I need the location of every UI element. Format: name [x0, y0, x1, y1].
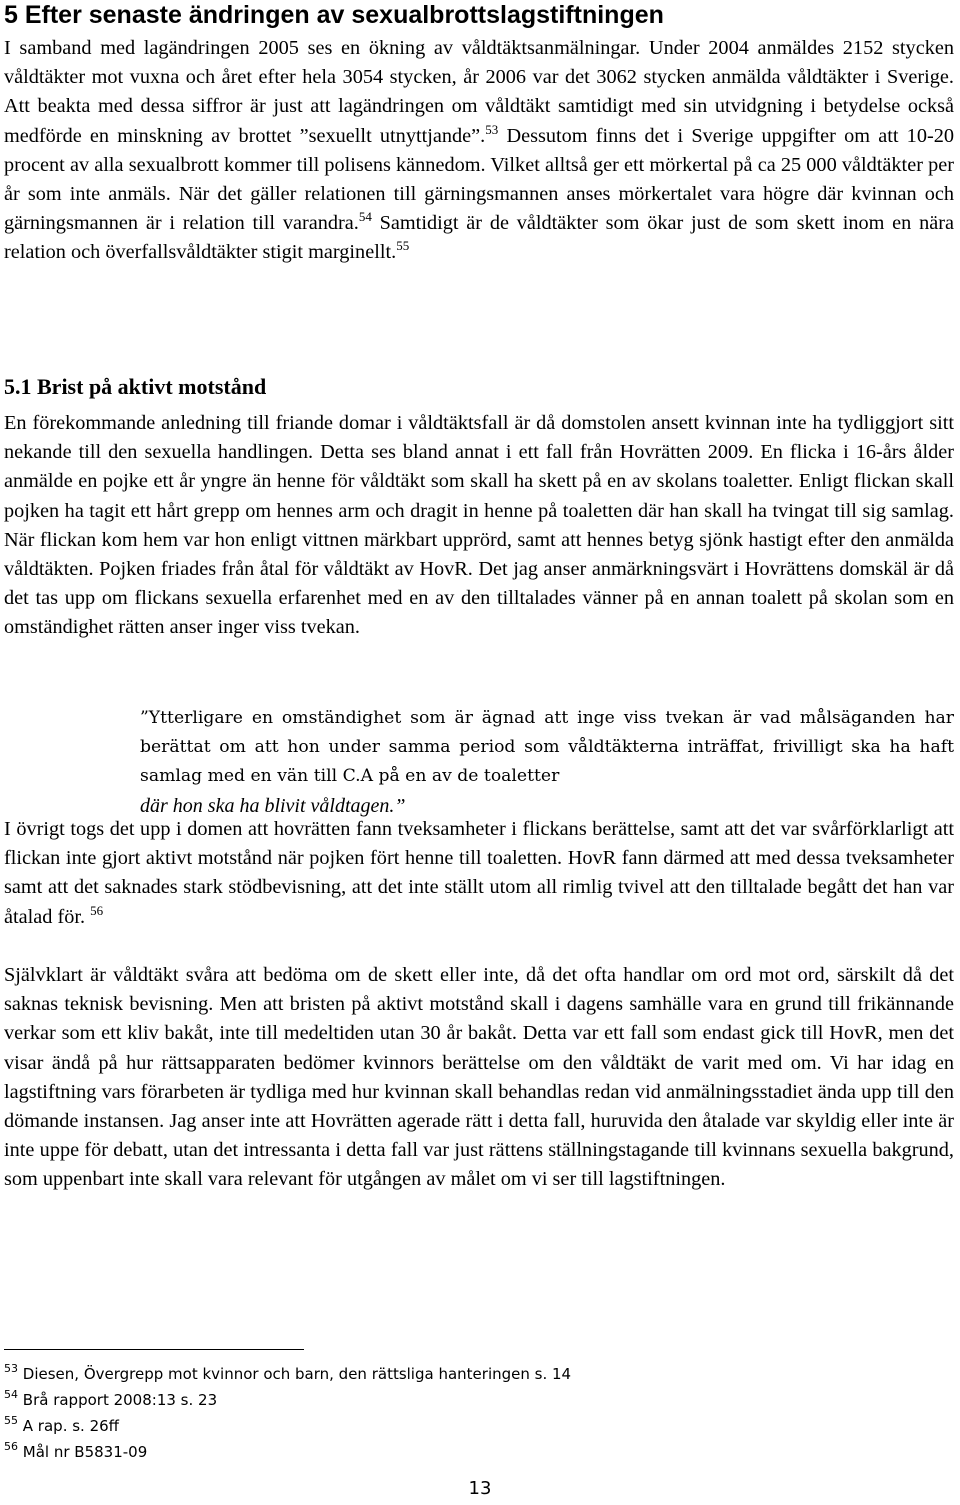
paragraph-text: I samband med lagändringen 2005 ses en ökning av våldtäktsanmälningar. Under 2004 anmäldes 2152 stycken våldtäkter mot vuxna och året efter hela 3054 stycken, år 2006 var det 3062 stycken anmälda våldtäkter i Sverige. Att beakta med dessa siffror är just att lagändringen om våldtäkt samtidigt med sin utvidgning i betydelse också medförde en minskning av brottet ”sexuellt utnyttjande”. [4, 37, 954, 147]
chapter-heading: 5 Efter senaste ändringen av sexualbrottslagstiftningen [4, 1, 664, 29]
footnote [4, 1387, 704, 1413]
footnote-number: 54 [4, 1388, 18, 1401]
footnote-text: Mål nr B5831-09 [22, 1443, 148, 1461]
footnotes [4, 1361, 704, 1465]
quote-text: ”Ytterligare en omständighet som är ägnad att inge viss tvekan är vad målsäganden har berättat om att hon under samma period som våldtäkterna inträffat, frivilligt ska ha haft samlag med en vän till C.A på en av de toaletter [140, 708, 954, 787]
paragraph-text: I övrigt togs det upp i domen att hovrätten fann tveksamheter i flickans berättelse, samt att det var svårförklarligt att flickan inte gjort aktivt motstånd när pojken fört henne till toaletten. HovR fann därmed att med dessa tveksamheter samt att det saknades stark stödbevisning, att det inte ställt utom all rimlig tvivel att den tilltalade begått det han var åtalad för. [4, 818, 954, 928]
paragraph-discussion: Självklart är våldtäkt svåra att bedöma om de skett eller inte, då det ofta handlar om ord mot ord, särskilt då det saknas teknisk bevisning. Men att bristen på aktivt motstånd skall i dagens samhälle vara en grund till frikännande verkar som ett kliv bakåt, inte till medeltiden utan 30 år bakåt. Detta var ett fall som endast gick till HovR, men det visar ändå på hur rättsapparaten bedömer kvinnors berättelse om den våldtäkt de varit med om. Vi har idag en lagstiftning vars förarbeten är tydliga med hur kvinnan skall behandlas redan vid anmälningsstadiet ända upp till den dömande instansen. Jag anser inte att Hovrätten agerade rätt i detta fall, huruvida den åtalade var skyldig eller inte är inte uppe för debatt, utan det intressanta i detta fall var just rättens ställningstagande till kvinnans sexuella bakgrund, som uppenbart inte skall vara relevant för utgången av målet om vi ser till lagstiftningen. [4, 964, 954, 1191]
footnote-number: 53 [4, 1362, 18, 1375]
block-quote [140, 704, 954, 822]
page-number: 13 [468, 1478, 492, 1499]
footnote-ref-53: 53 [485, 121, 499, 137]
footnote [4, 1413, 704, 1439]
footnote [4, 1361, 704, 1387]
quote-end: där hon ska ha blivit våldtagen.” [140, 794, 406, 817]
footnote-text: Diesen, Övergrepp mot kvinnor och barn, den rättsliga hanteringen s. 14 [22, 1365, 572, 1383]
footnote-ref-55: 55 [396, 238, 410, 254]
footnote-ref-56: 56 [90, 902, 104, 918]
footnote-separator [4, 1349, 304, 1350]
paragraph-statistics [4, 34, 954, 268]
paragraph-text: Dessutom finns det i Sverige uppgifter om att 10-20 procent av alla sexualbrott kommer till polisens kännedom. Vilket alltså ger ett mörkertal på ca 25 000 våldtäkter per år som inte anmäls. När det gäller relationen till gärningsmannen anses mörkertalet vara högre där kvinnan och gärningsmannen är i relation till varandra. [4, 124, 955, 235]
paragraph-case: En förekommande anledning till friande domar i våldtäktsfall är då domstolen ansett kvinnan inte ha tydliggjort sitt nekande till den sexuella handlingen. Detta ses bland annat i ett fall från Hovrätten 2009. En flicka i 16-års ålder anmälde en pojke ett år yngre än henne för våldtäkt som skall ha skett på en av skolans toaletter. Enligt flickan skall pojken ha tagit ett hårt grepp om hennes arm och dragit in henne på toaletten där han skall ha tvingat till sig samlag. När flickan kom hem var hon enligt vittnen märkbart upprörd, samt att hennes betyg sjönk hastigt efter den anmälda våldtäkten. Pojken friades från åtal för våldtäkt av HovR. Det jag anser anmärkningsvärt i Hovrättens domskäl är då det tas upp om flickans sexuella erfarenhet med en av den tilltalades vänner på en annan toalett på skolan som en omständighet rätten anser inger viss tvekan. [4, 412, 954, 639]
paragraph-court-reasoning [4, 815, 954, 932]
footnote [4, 1439, 704, 1465]
footnote-text: A rap. s. 26ff [22, 1417, 119, 1435]
section-heading: 5.1 Brist på aktivt motstånd [4, 374, 267, 399]
paragraph-text: Samtidigt är de våldtäkter som ökar just de som skett inom en nära relation och överfallsvåldtäkter stigit marginellt. [4, 212, 954, 264]
footnote-ref-54: 54 [358, 209, 372, 225]
footnote-number: 55 [4, 1414, 18, 1427]
footnote-number: 56 [4, 1440, 18, 1453]
footnote-text: Brå rapport 2008:13 s. 23 [22, 1391, 218, 1409]
